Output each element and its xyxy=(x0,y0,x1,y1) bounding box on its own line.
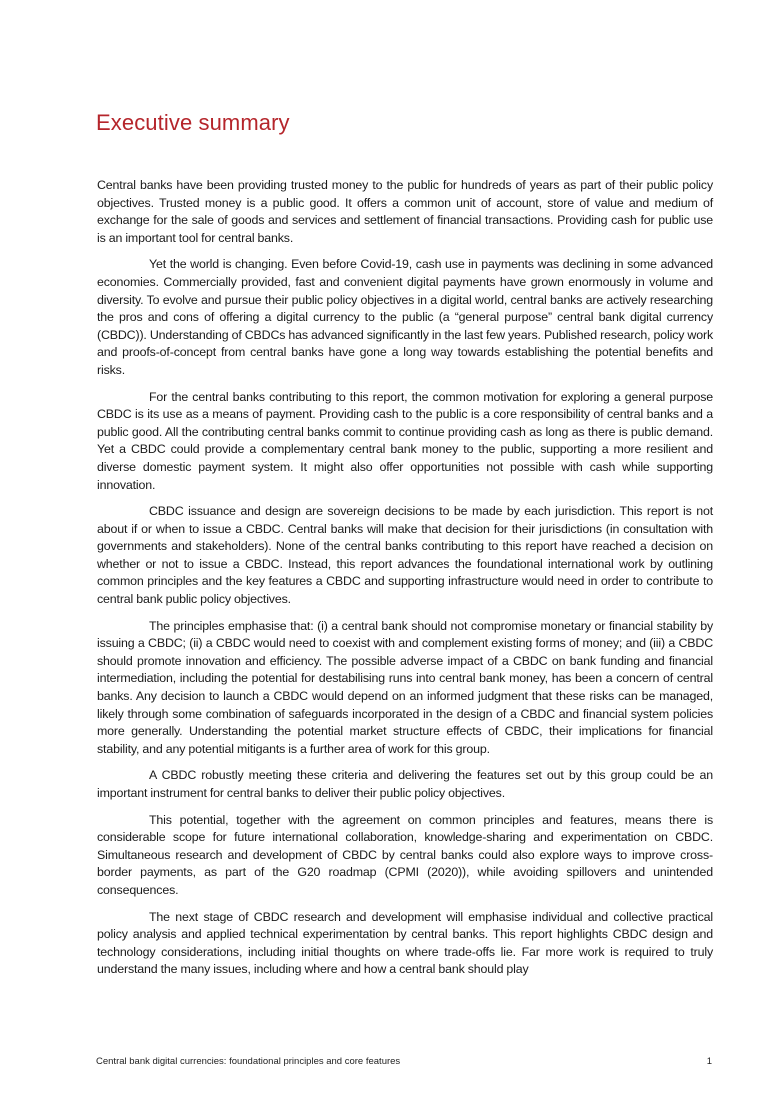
paragraph-8: The next stage of CBDC research and development will emphasise individual and collective practical policy analysis and applied technical experimentation by central banks. This report highlights CBDC design and technology considerations, including initial thoughts on where trade-offs lie. Far more work is required to truly understand the many issues, including where and how a central bank should play xyxy=(97,909,713,977)
paragraph-2: Yet the world is changing. Even before Covid-19, cash use in payments was declining in some advanced economies. Commercially provided, fast and convenient digital payments have grown enormously in volume and diversity. To evolve and pursue their public policy objectives in a digital world, central banks are actively researching the pros and cons of offering a digital currency to the public (a “general purpose” central bank digital currency (CBDC)). Understanding of CBDCs has advanced significantly in the last few years. Published research, policy work and proofs-of-concept from central banks have gone a long way towards establishing the potential benefits and risks. xyxy=(97,257,713,377)
page-number: 1 xyxy=(706,1056,712,1067)
paragraph-5: The principles emphasise that: (i) a central bank should not compromise monetary or financial stability by issuing a CBDC; (ii) a CBDC would need to coexist with and complement existing forms of money; and (iii) a CBDC should promote innovation and efficiency. The possible adverse impact of a CBDC on bank funding and financial intermediation, including the potential for destabilising runs into central bank money, has been a concern of central banks. Any decision to launch a CBDC would depend on an informed judgment that these risks can be managed, likely through some combination of safeguards incorporated in the design of a CBDC and financial system policies more generally. Understanding the potential market structure effects of CBDC, their implications for financial stability, and any potential mitigants is a further area of work for this group. xyxy=(97,618,713,756)
footer-title: Central bank digital currencies: foundational principles and core features xyxy=(96,1056,401,1067)
paragraph-7: This potential, together with the agreement on common principles and features, means there is considerable scope for future international collaboration, knowledge-sharing and experimentation on CBDC. Simultaneous research and development of CBDC by central banks could also explore ways to improve cross-border payments, as part of the G20 roadmap (CPMI (2020)), while avoiding spillovers and unintended consequences. xyxy=(97,812,713,897)
paragraph-1: Central banks have been providing trusted money to the public for hundreds of years as part of their public policy objectives. Trusted money is a public good. It offers a common unit of account, store of value and medium of exchange for the sale of goods and services and settlement of financial transactions. Providing cash for public use is an important tool for central banks. xyxy=(97,178,713,245)
paragraph-3: For the central banks contributing to this report, the common motivation for exploring a general purpose CBDC is its use as a means of payment. Providing cash to the public is a core responsibility of central banks and a public good. All the contributing central banks commit to continue providing cash as long as there is public demand. Yet a CBDC could provide a complementary central bank money to the public, supporting a more resilient and diverse domestic payment system. It might also offer opportunities not possible with cash while supporting innovation. xyxy=(97,389,713,492)
body-text xyxy=(97,177,713,988)
paragraph-4: CBDC issuance and design are sovereign decisions to be made by each jurisdiction. This report is not about if or when to issue a CBDC. Central banks will make that decision for their jurisdictions (in consultation with governments and stakeholders). None of the central banks contributing to this report have reached a decision on whether or not to issue a CBDC. Instead, this report advances the foundational international work by outlining common principles and the key features a CBDC and supporting infrastructure would need in order to contribute to central bank public policy objectives. xyxy=(97,504,713,607)
section-heading: Executive summary xyxy=(96,110,290,135)
paragraph-6: A CBDC robustly meeting these criteria and delivering the features set out by this group could be an important instrument for central banks to deliver their public policy objectives. xyxy=(97,768,713,800)
